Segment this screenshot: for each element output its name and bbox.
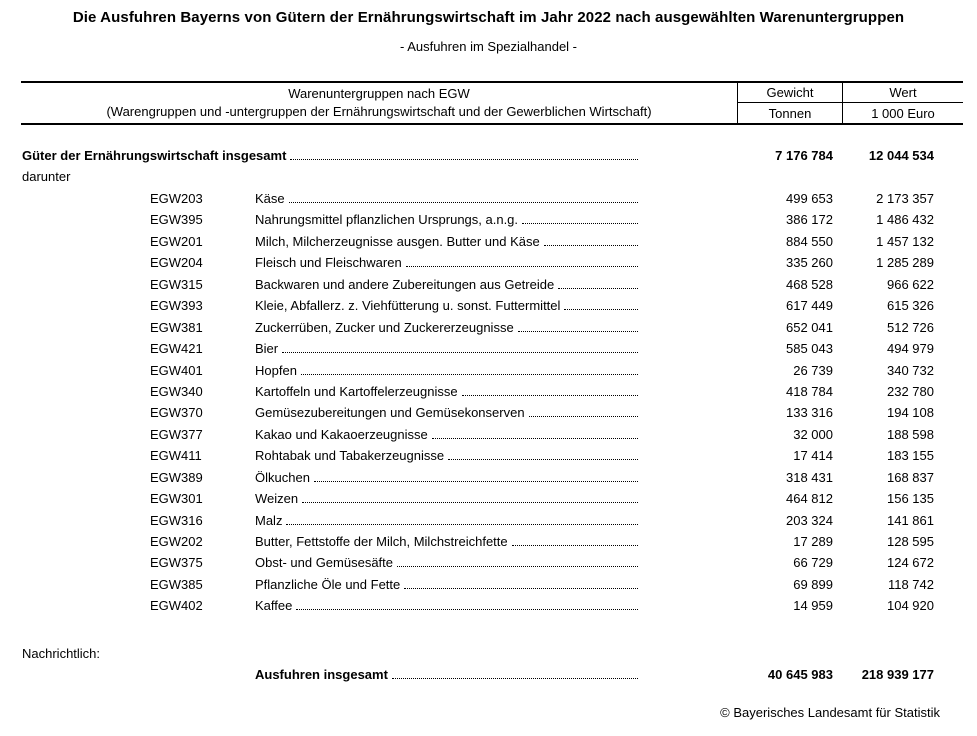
row-code: EGW411 — [150, 448, 202, 464]
gewicht-column-label: Gewicht — [738, 83, 842, 103]
row-label: Ölkuchen — [255, 469, 310, 485]
row-gewicht: 17 289 — [793, 534, 833, 549]
row-label: Nahrungsmittel pflanzlichen Ursprungs, a.n.g. — [255, 212, 519, 228]
table-row — [21, 531, 963, 552]
row-wert: 615 326 — [887, 298, 934, 314]
row-label: Hopfen — [255, 362, 297, 378]
row-gewicht: 585 043 — [786, 341, 833, 357]
table-header-gewicht-cell — [737, 83, 842, 123]
row-label: Kleie, Abfallerz. z. Viehfütterung u. sonst. Futtermittel — [255, 298, 561, 314]
dotted-leader — [397, 566, 638, 567]
wert-column-label: Wert — [843, 83, 963, 103]
page-title: Die Ausfuhren Bayerns von Gütern der Ernährungswirtschaft im Jahr 2022 nach ausgewählten Warenuntergruppen — [72, 9, 905, 26]
total-row — [21, 147, 963, 164]
row-gewicht: 499 653 — [786, 191, 833, 206]
dotted-leader — [564, 309, 638, 310]
dotted-leader — [518, 331, 638, 332]
row-code: EGW340 — [150, 383, 203, 399]
table-header — [21, 81, 963, 125]
row-label: Kaffee — [255, 598, 293, 614]
row-label: Bier — [255, 341, 279, 357]
table-row — [21, 488, 963, 509]
row-gewicht: 203 324 — [786, 512, 833, 528]
row-code: EGW315 — [150, 276, 203, 292]
row-wert: 340 732 — [887, 362, 934, 378]
grand-total-gewicht: 40 645 983 — [767, 667, 833, 682]
wert-column-unit: 1 000 Euro — [871, 105, 935, 121]
table-row — [21, 188, 963, 209]
row-wert: 156 135 — [887, 491, 934, 507]
row-label: Milch, Milcherzeugnisse ausgen. Butter und Käse — [255, 233, 540, 249]
row-code: EGW395 — [150, 212, 203, 228]
table-row — [21, 510, 963, 531]
dotted-leader — [432, 438, 638, 439]
row-code: EGW301 — [150, 491, 203, 507]
table-row — [21, 209, 963, 230]
table-header-main-cell — [21, 83, 737, 123]
grand-total-label: Ausfuhren insgesamt — [255, 667, 388, 682]
row-gewicht: 652 041 — [786, 319, 833, 335]
row-gewicht: 32 000 — [793, 426, 833, 442]
dotted-leader — [302, 502, 638, 503]
table-row — [21, 338, 963, 359]
row-code: EGW370 — [150, 405, 203, 421]
row-wert: 128 595 — [887, 534, 934, 549]
dotted-leader — [529, 416, 638, 417]
table-row — [21, 424, 963, 445]
row-label: Weizen — [255, 491, 299, 507]
dotted-leader — [392, 678, 638, 679]
row-label: Fleisch und Fleischwaren — [255, 255, 402, 271]
row-wert: 1 285 289 — [876, 255, 934, 271]
row-label: Gemüsezubereitungen und Gemüsekonserven — [255, 405, 525, 421]
dotted-leader — [462, 395, 638, 396]
dotted-leader — [448, 459, 638, 460]
row-gewicht: 17 414 — [793, 448, 833, 464]
row-gewicht: 386 172 — [786, 212, 833, 228]
page-subtitle: - Ausfuhren im Spezialhandel - — [399, 39, 578, 54]
row-wert: 104 920 — [887, 598, 934, 614]
dotted-leader — [282, 352, 638, 353]
row-label: Obst- und Gemüsesäfte — [255, 555, 394, 571]
nachrichtlich-label: Nachrichtlich: — [22, 646, 101, 661]
row-label: Malz — [255, 512, 283, 528]
row-wert: 1 457 132 — [876, 233, 934, 249]
row-gewicht: 464 812 — [786, 491, 833, 507]
row-wert: 2 173 357 — [876, 191, 934, 206]
dotted-leader — [512, 545, 638, 546]
row-label: Butter, Fettstoffe der Milch, Milchstreichfette — [255, 534, 508, 549]
dotted-leader — [296, 609, 638, 610]
table-row — [21, 381, 963, 402]
table-row — [21, 402, 963, 423]
row-gewicht: 14 959 — [793, 598, 833, 614]
total-row-wert: 12 044 534 — [868, 148, 934, 163]
dotted-leader — [522, 223, 638, 224]
table-row — [21, 574, 963, 595]
row-gewicht: 884 550 — [786, 233, 833, 249]
gewicht-column-unit: Tonnen — [768, 105, 812, 121]
row-gewicht: 26 739 — [793, 362, 833, 378]
table-row — [21, 295, 963, 316]
row-gewicht: 318 431 — [786, 469, 833, 485]
total-row-label: Güter der Ernährungswirtschaft insgesamt — [22, 148, 287, 163]
row-wert: 124 672 — [887, 555, 934, 571]
row-wert: 232 780 — [887, 383, 934, 399]
row-label: Zuckerrüben, Zucker und Zuckererzeugnisse — [255, 319, 514, 335]
row-code: EGW402 — [150, 598, 203, 614]
row-code: EGW201 — [150, 233, 203, 249]
row-label: Käse — [255, 191, 285, 206]
dotted-leader — [314, 481, 638, 482]
dotted-leader — [301, 374, 638, 375]
row-wert: 512 726 — [887, 319, 934, 335]
row-code: EGW385 — [150, 576, 203, 592]
dotted-leader — [558, 288, 638, 289]
table-header-main-line1: Warenuntergruppen nach EGW — [288, 86, 470, 101]
row-wert: 188 598 — [887, 426, 934, 442]
row-gewicht: 335 260 — [786, 255, 833, 271]
row-wert: 1 486 432 — [876, 212, 934, 228]
dotted-leader — [286, 524, 638, 525]
row-code: EGW203 — [150, 191, 203, 206]
row-wert: 118 742 — [887, 576, 934, 592]
table-body — [21, 188, 963, 617]
row-wert: 194 108 — [887, 405, 934, 421]
table-row — [21, 274, 963, 295]
total-row-gewicht: 7 176 784 — [775, 148, 833, 163]
row-gewicht: 133 316 — [786, 405, 833, 421]
dotted-leader — [290, 159, 638, 160]
dotted-leader — [544, 245, 638, 246]
table-row — [21, 595, 963, 616]
row-code: EGW389 — [150, 469, 203, 485]
table-row — [21, 317, 963, 338]
row-label: Backwaren und andere Zubereitungen aus Getreide — [255, 276, 555, 292]
row-gewicht: 66 729 — [793, 555, 833, 571]
table-row — [21, 445, 963, 466]
row-code: EGW204 — [150, 255, 203, 271]
dotted-leader — [404, 588, 638, 589]
row-code: EGW202 — [150, 534, 203, 549]
table-header-wert-cell — [842, 83, 963, 123]
table-row — [21, 552, 963, 573]
row-code: EGW375 — [150, 555, 203, 571]
row-label: Rohtabak und Tabakerzeugnisse — [255, 448, 445, 464]
table-row — [21, 467, 963, 488]
row-wert: 141 861 — [887, 512, 934, 528]
row-code: EGW381 — [150, 319, 203, 335]
row-wert: 966 622 — [887, 276, 934, 292]
row-code: EGW421 — [150, 341, 203, 357]
table-row — [21, 360, 963, 381]
dotted-leader — [406, 266, 638, 267]
row-label: Kakao und Kakaoerzeugnisse — [255, 426, 428, 442]
row-wert: 183 155 — [887, 448, 934, 464]
row-label: Kartoffeln und Kartoffelerzeugnisse — [255, 383, 458, 399]
row-code: EGW393 — [150, 298, 203, 314]
dotted-leader — [289, 202, 638, 203]
row-code: EGW401 — [150, 362, 203, 378]
table-row — [21, 231, 963, 252]
row-code: EGW316 — [150, 512, 203, 528]
grand-total-row — [21, 666, 963, 683]
row-wert: 168 837 — [887, 469, 934, 485]
darunter-label: darunter — [22, 169, 71, 184]
row-code: EGW377 — [150, 426, 203, 442]
copyright-notice: © Bayerisches Landesamt für Statistik — [720, 705, 940, 720]
row-gewicht: 69 899 — [793, 576, 833, 592]
row-wert: 494 979 — [887, 341, 934, 357]
row-label: Pflanzliche Öle und Fette — [255, 576, 401, 592]
row-gewicht: 418 784 — [786, 383, 833, 399]
grand-total-wert: 218 939 177 — [861, 667, 934, 682]
row-gewicht: 617 449 — [786, 298, 833, 314]
row-gewicht: 468 528 — [786, 276, 833, 292]
table-row — [21, 252, 963, 273]
table-header-main-line2: (Warengruppen und -untergruppen der Ernährungswirtschaft und der Gewerblichen Wirtschaft) — [106, 104, 652, 119]
